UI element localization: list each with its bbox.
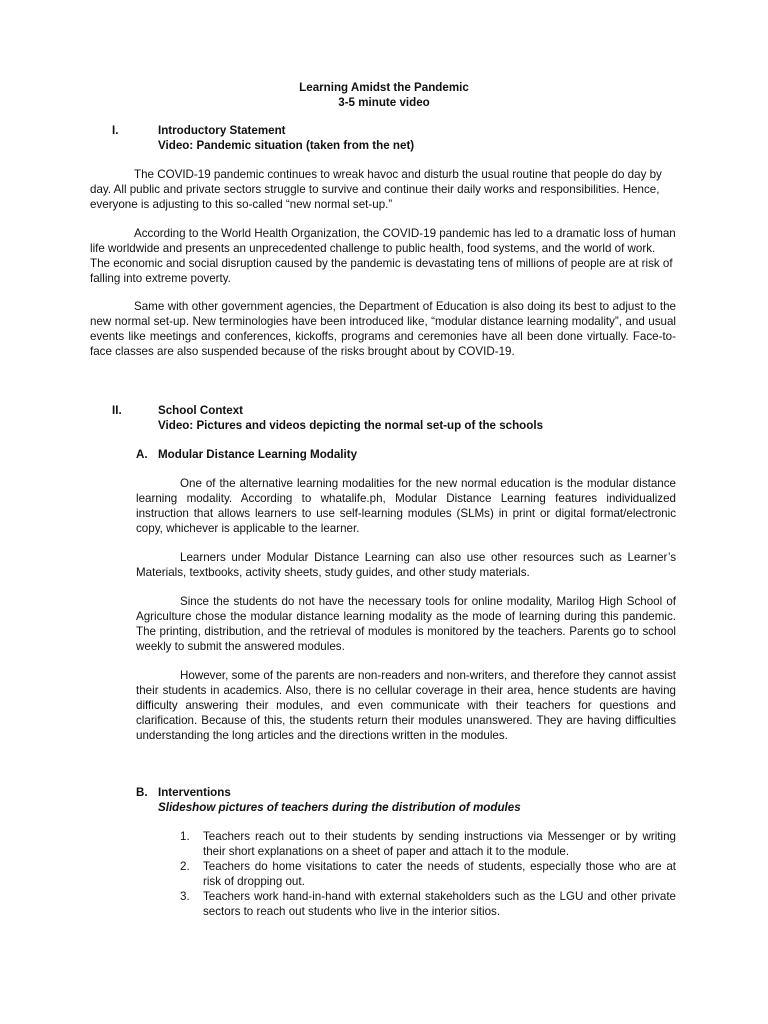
paragraph-text: The COVID-19 pandemic continues to wreak havoc and disturb the usual routine that people do day by day. All public and private sectors struggle to survive and continue their daily works and responsibilities. Hence, everyone is adjusting to this so-called “new normal set-up.”: [90, 168, 662, 211]
list-item-3-text: Teachers work hand-in-hand with external stakeholders such as the LGU and other private sectors to reach out students who live in the interior sitios.: [203, 890, 676, 918]
document-title: Learning Amidst the Pandemic: [299, 81, 469, 94]
subsection-b-heading: Interventions: [158, 786, 231, 799]
paragraph-text: According to the World Health Organization, the COVID-19 pandemic has led to a dramatic loss of human life worldwide and presents an unprecedented challenge to public health, food systems, and the world of work. The economic and social disruption caused by the pandemic is devastating tens of millions of people are at risk of falling into extreme poverty.: [90, 227, 676, 285]
section-2-video-note: Video: Pictures and videos depicting the normal set-up of the schools: [158, 419, 544, 432]
subsection-b-letter: B.: [136, 786, 148, 799]
section-1-number: I.: [112, 124, 119, 137]
subsection-a-paragraph-2: [136, 550, 676, 580]
subsection-b-slideshow-note: Slideshow pictures of teachers during the distribution of modules: [158, 801, 521, 814]
list-item-3-number: 3.: [180, 890, 190, 903]
section-2-heading: School Context: [158, 404, 244, 417]
paragraph-text: Since the students do not have the necessary tools for online modality, Marilog High School of Agriculture chose the modular distance learning modality as the mode of learning during this pandemic. The printing, distribution, and the retrieval of modules is monitored by the teachers. Parents go to school weekly to submit the answered modules.: [136, 595, 676, 653]
section-1-heading: Introductory Statement: [158, 124, 286, 137]
list-item-2-text: Teachers do home visitations to cater the needs of students, especially those who are at risk of dropping out.: [203, 860, 676, 888]
section-2-number: II.: [112, 404, 122, 417]
document-subtitle: 3-5 minute video: [338, 96, 430, 109]
subsection-a-heading: Modular Distance Learning Modality: [158, 448, 358, 461]
section-1-paragraph-3: [90, 299, 676, 359]
subsection-a-letter: A.: [136, 448, 148, 461]
list-item-2-number: 2.: [180, 860, 190, 873]
subsection-a-paragraph-4: [136, 668, 676, 743]
section-1-paragraph-2: [90, 226, 676, 286]
list-item-1-text: Teachers reach out to their students by sending instructions via Messenger or by writing their short explanations on a sheet of paper and attach it to the module.: [203, 830, 676, 858]
subsection-a-paragraph-1: [136, 476, 676, 536]
paragraph-text: Same with other government agencies, the Department of Education is also doing its best to adjust to the new normal set-up. New terminologies have been introduced like, “modular distance learning modality”, and usual events like meetings and conferences, kickoffs, programs and ceremonies have all been done virtually. Face-to-face classes are also suspended because of the risks brought about by COVID-19.: [90, 300, 676, 358]
section-1-paragraph-1: [90, 167, 676, 212]
paragraph-text: One of the alternative learning modalities for the new normal education is the modular distance learning modality. According to whatalife.ph, Modular Distance Learning features individualized instruction that allows learners to use self-learning modules (SLMs) in print or digital format/electronic copy, whichever is applicable to the learner.: [136, 477, 676, 535]
section-1-video-note: Video: Pandemic situation (taken from the net): [158, 139, 415, 152]
subsection-a-paragraph-3: [136, 594, 676, 654]
paragraph-text: However, some of the parents are non-readers and non-writers, and therefore they cannot assist their students in academics. Also, there is no cellular coverage in their area, hence students are having difficulty answering their modules, and even communicate with their teachers for questions and clarification. Because of this, the students return their modules unanswered. They are having difficulties understanding the long articles and the directions written in the modules.: [136, 669, 676, 742]
list-item-1-number: 1.: [180, 830, 190, 843]
paragraph-text: Learners under Modular Distance Learning can also use other resources such as Learner’s Materials, textbooks, activity sheets, study guides, and other study materials.: [136, 551, 676, 579]
